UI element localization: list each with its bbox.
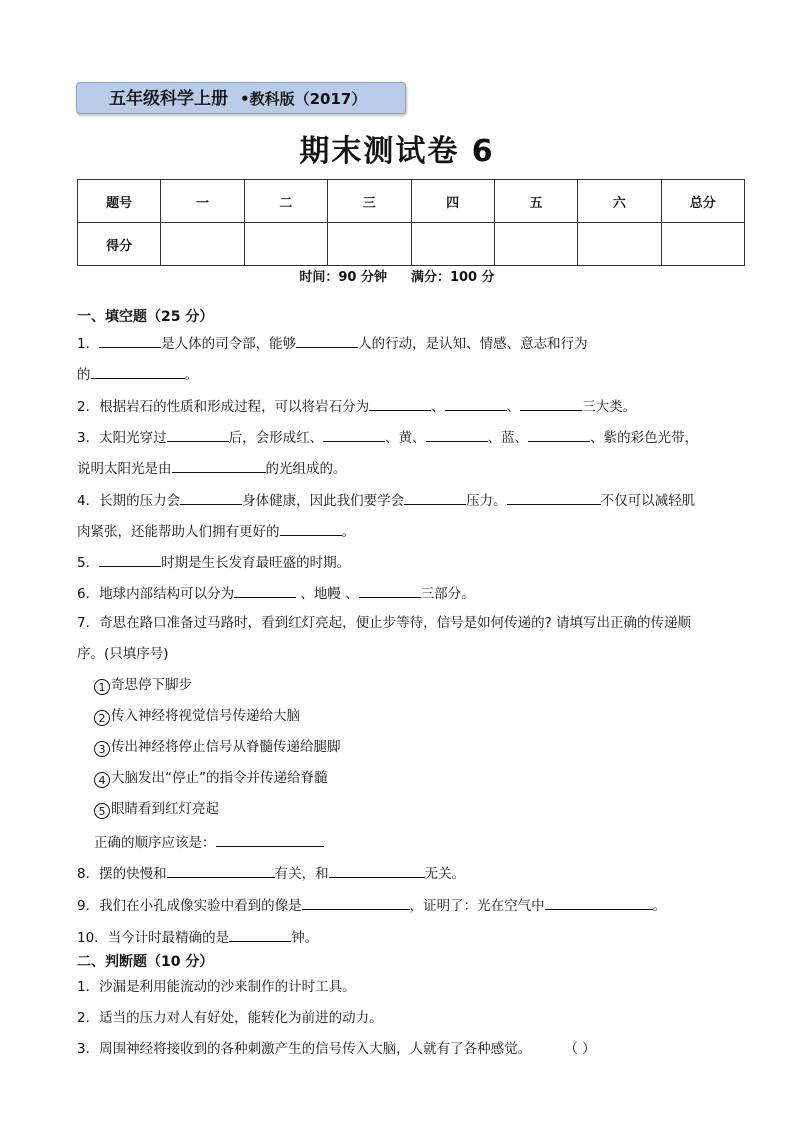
q-text: 不仅可以减轻肌 (600, 493, 696, 509)
score-cell: 二 (244, 180, 327, 223)
score-cell: 题号 (78, 180, 161, 223)
answer-blank[interactable] (180, 489, 242, 505)
option-text: 眼睛看到红灯亮起 (111, 801, 219, 817)
q1-line1 (77, 332, 588, 354)
score-input-cell[interactable] (661, 223, 744, 266)
q-text: 。 (341, 524, 355, 540)
score-cell: 三 (328, 180, 411, 223)
score-input-cell[interactable] (494, 223, 577, 266)
q-num: 1． (77, 336, 100, 352)
score-input-cell[interactable] (244, 223, 327, 266)
q9-line (77, 894, 666, 916)
q-text: 适当的压力对人有好处，能转化为前进的动力。 (99, 1010, 383, 1026)
j1-line (77, 977, 356, 997)
q7-line1 (77, 613, 691, 633)
q-text: 序。(只填序号) (77, 646, 169, 662)
q-text: 后，会形成红、 (228, 430, 324, 446)
q-text: 、地幔 、 (296, 586, 359, 602)
answer-blank[interactable] (296, 332, 358, 348)
q7-answer-line (94, 831, 324, 853)
q-text: 周围神经将接收到的各种刺激产生的信号传入大脑，人就有了各种感觉。 (99, 1041, 532, 1057)
q-text: 当今计时最精确的是 (107, 930, 230, 946)
answer-blank[interactable] (426, 426, 488, 442)
q-text: 地球内部结构可以分为 (99, 586, 235, 602)
q7-line2 (77, 644, 169, 664)
score-cell: 一 (161, 180, 244, 223)
answer-blank[interactable] (520, 395, 582, 411)
badge-sub: •教科版（2017） (240, 90, 367, 108)
option-number: 1 (94, 679, 110, 695)
q-text: 有关，和 (274, 866, 329, 882)
grade-badge (76, 82, 406, 114)
score-cell: 四 (411, 180, 494, 223)
score-input-cell[interactable] (411, 223, 494, 266)
j2-line (77, 1008, 383, 1028)
answer-blank[interactable] (99, 551, 161, 567)
q7-option (94, 675, 192, 695)
q-text: 身体健康，因此我们要学会 (242, 493, 405, 509)
q5-line (77, 551, 350, 573)
q-text: 压力。 (466, 493, 507, 509)
q-text: 、黄、 (385, 430, 426, 446)
q-text: 、 (506, 399, 521, 415)
answer-blank[interactable] (167, 862, 275, 878)
q-text: ，证明了：光在空气中 (409, 898, 545, 914)
option-number: 3 (94, 741, 110, 757)
section1-heading: 一、填空题（25 分） (77, 309, 214, 325)
answer-blank[interactable] (99, 332, 161, 348)
q-num: 10． (77, 930, 108, 946)
q7-option (94, 768, 328, 788)
page-title: 期末测试卷 6 (299, 134, 495, 169)
option-number: 4 (94, 772, 110, 788)
q-text: 摆的快慢和 (99, 866, 167, 882)
q-text: 。 (652, 898, 667, 914)
score-cell: 六 (578, 180, 661, 223)
q-text: 。 (184, 367, 198, 383)
q-num: 2． (77, 399, 100, 415)
answer-blank[interactable] (528, 426, 590, 442)
score-cell: 五 (494, 180, 577, 223)
exam-info (0, 266, 794, 285)
j3-line (77, 1039, 596, 1059)
q-text: 是人体的司令部，能够 (161, 336, 297, 352)
q3-line2 (77, 457, 347, 479)
answer-blank[interactable] (280, 520, 342, 536)
q-num: 8． (77, 866, 100, 882)
q-text: 肉紧张，还能帮助人们拥有更好的 (77, 524, 280, 540)
answer-blank[interactable] (445, 395, 507, 411)
exam-time: 时间：90 分钟 (299, 270, 387, 285)
option-number: 5 (94, 803, 110, 819)
q-num: 9． (77, 898, 100, 914)
q-text: 根据岩石的性质和形成过程，可以将岩石分为 (99, 399, 370, 415)
q2-line (77, 395, 636, 417)
score-table-header-row (78, 180, 745, 223)
q-text: 正确的顺序应该是： (94, 835, 216, 851)
q7-option (94, 706, 300, 726)
q-text: 、蓝、 (487, 430, 529, 446)
q8-line (77, 862, 465, 884)
q10-line (77, 926, 318, 948)
option-text: 传入神经将视觉信号传递给大脑 (111, 708, 300, 724)
answer-blank[interactable] (545, 894, 653, 910)
q7-option (94, 799, 219, 819)
q-text: 的光组成的。 (265, 461, 347, 477)
answer-blank[interactable] (216, 831, 324, 847)
q-text: 、 (431, 399, 445, 415)
q-text: 奇思在路口准备过马路时，看到红灯亮起，便止步等待，信号是如何传递的? 请填写出正确的传递顺 (99, 615, 692, 631)
answer-blank[interactable] (369, 395, 431, 411)
q-num: 6． (77, 586, 100, 602)
exam-score: 满分：100 分 (410, 270, 495, 285)
option-text: 奇思停下脚步 (111, 677, 192, 693)
score-table-score-row (78, 223, 745, 266)
q-text: 说明太阳光是由 (77, 461, 172, 477)
q-text: 我们在小孔成像实验中看到的像是 (99, 898, 302, 914)
q7-option (94, 737, 341, 757)
q-num: 3． (77, 430, 100, 446)
answer-blank[interactable] (404, 489, 466, 505)
answer-blank[interactable] (507, 489, 601, 505)
score-cell: 总分 (661, 180, 744, 223)
q6-line (77, 582, 475, 604)
q-text: 无关。 (424, 866, 466, 882)
q-num: 1． (77, 979, 100, 995)
q4-line1 (77, 489, 695, 511)
q1-line2 (77, 363, 198, 385)
answer-blank[interactable] (229, 926, 291, 942)
q-num: 4． (77, 493, 100, 509)
option-number: 2 (94, 710, 110, 726)
score-input-cell[interactable] (328, 223, 411, 266)
section2-heading: 二、判断题（10 分） (77, 954, 214, 970)
q3-line1 (77, 426, 698, 448)
option-text: 传出神经将停止信号从脊髓传递给腿脚 (111, 739, 341, 755)
answer-blank[interactable] (91, 363, 185, 379)
q-num: 2． (77, 1010, 100, 1026)
q-text: 沙漏是利用能流动的沙来制作的计时工具。 (99, 979, 356, 995)
q-num: 5． (77, 555, 100, 571)
q4-line2 (77, 520, 355, 542)
q-text: 长期的压力会 (99, 493, 181, 509)
q-num: 7． (77, 615, 100, 631)
q-text: 钟。 (291, 930, 319, 946)
q-text: 、紫的彩色光带， (590, 430, 699, 446)
score-input-cell[interactable] (161, 223, 244, 266)
score-label-cell: 得分 (78, 223, 161, 266)
answer-blank[interactable] (302, 894, 410, 910)
q-text: 人的行动，是认知、情感、意志和行为 (358, 336, 588, 352)
q-text: 三部分。 (420, 586, 475, 602)
answer-blank[interactable] (234, 582, 296, 598)
score-table (77, 179, 745, 266)
answer-paren[interactable]: （ ） (571, 1041, 596, 1057)
badge-main: 五年级科学上册 (109, 89, 228, 109)
answer-blank[interactable] (167, 426, 229, 442)
answer-blank[interactable] (323, 426, 385, 442)
q-text: 太阳光穿过 (99, 430, 167, 446)
score-input-cell[interactable] (578, 223, 661, 266)
q-num: 3． (77, 1041, 100, 1057)
q-text: 时期是生长发育最旺盛的时期。 (161, 555, 351, 571)
answer-blank[interactable] (329, 862, 425, 878)
answer-blank[interactable] (359, 582, 421, 598)
q-text: 三大类。 (582, 399, 637, 415)
option-text: 大脑发出“停止”的指令并传递给脊髓 (111, 770, 328, 786)
answer-blank[interactable] (172, 457, 266, 473)
q-text: 的 (77, 367, 91, 383)
